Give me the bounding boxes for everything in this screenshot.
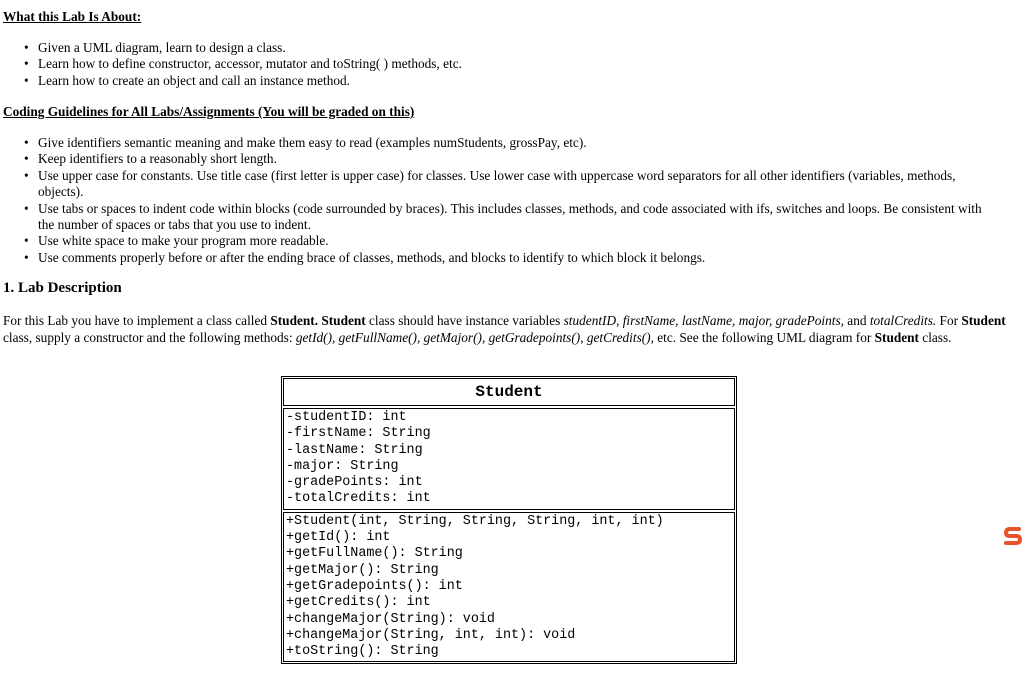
desc-methods: getId(), getFullName(), getMajor(), getGradepoints(), getCredits(), [295, 329, 654, 345]
uml-method: +toString(): String [286, 644, 439, 660]
desc-text: class should have instance variables [365, 313, 564, 328]
lab-description-paragraph [3, 313, 1018, 346]
guideline-list-item: • Use upper case for constants. Use title case (first letter is upper case) for classes. Use lower case with uppercase word separators for all other identifiers (variables, methods, objects). [24, 168, 984, 201]
uml-attribute: -major: String [286, 458, 399, 474]
desc-class-name: Student [874, 329, 919, 345]
uml-class-title: Student [283, 378, 735, 406]
uml-attribute: -studentID: int [286, 410, 407, 425]
uml-attributes [283, 408, 735, 510]
uml-attribute: -totalCredits: int [286, 491, 431, 507]
about-list [24, 40, 1004, 89]
uml-attribute: -gradePoints: int [286, 475, 423, 491]
desc-text: class, supply a constructor and the following methods: [3, 329, 296, 345]
about-list-item: • Learn how to define constructor, accessor, mutator and toString( ) methods, etc. [24, 56, 1004, 72]
guideline-list-item: • Use tabs or spaces to indent code within blocks (code surrounded by braces). This includes classes, methods, and code associated with ifs, switches and loops. Be consistent with the number of spaces or tabs that you use to indent. [24, 201, 984, 234]
desc-text: For this Lab you have to implement a class called [3, 313, 271, 328]
desc-vars: studentID, firstName, lastName, major, gradePoints, [563, 313, 844, 328]
uml-method: +getMajor(): String [286, 562, 439, 578]
guidelines-list [24, 135, 984, 266]
uml-method: +changeMajor(String): void [286, 611, 495, 627]
desc-text: For [939, 313, 962, 328]
guideline-list-item: • Use white space to make your program more readable. [24, 233, 984, 249]
uml-method: +changeMajor(String, int, int): void [286, 627, 576, 643]
uml-method: +Student(int, String, String, String, int, int) [286, 513, 664, 529]
uml-method: +getId(): int [286, 530, 391, 546]
guideline-list-item: • Keep identifiers to a reasonably short length. [24, 151, 984, 167]
lab-description-heading: 1. Lab Description [3, 280, 122, 296]
desc-text: and [843, 313, 870, 328]
uml-class-diagram [281, 376, 737, 664]
desc-var: totalCredits. [869, 313, 937, 328]
uml-methods [283, 512, 735, 663]
guideline-list-item: • Use comments properly before or after the ending brace of classes, methods, and blocks to identify to which block it belongs. [24, 250, 984, 266]
desc-text: etc. See the following UML diagram for [653, 329, 875, 345]
desc-class-name: Student. [270, 313, 319, 328]
uml-method: +getFullName(): String [286, 546, 463, 562]
uml-method: +getCredits(): int [286, 595, 431, 611]
section-heading-about: What this Lab Is About: [3, 9, 142, 24]
about-list-item: • Given a UML diagram, learn to design a class. [24, 40, 1004, 56]
desc-class-name: Student [961, 313, 1006, 328]
uml-attribute: -firstName: String [286, 426, 431, 442]
desc-class-name: Student [321, 313, 366, 328]
desc-text: class. [918, 329, 952, 345]
uml-attribute: -lastName: String [286, 442, 423, 458]
section-heading-guidelines: Coding Guidelines for All Labs/Assignments (You will be graded on this) [3, 104, 415, 119]
sogou-logo-icon[interactable] [1002, 524, 1024, 546]
uml-method: +getGradepoints(): int [286, 578, 463, 594]
about-list-item: • Learn how to create an object and call an instance method. [24, 73, 1004, 89]
guideline-list-item: • Give identifiers semantic meaning and make them easy to read (examples numStudents, grossPay, etc). [24, 135, 984, 151]
